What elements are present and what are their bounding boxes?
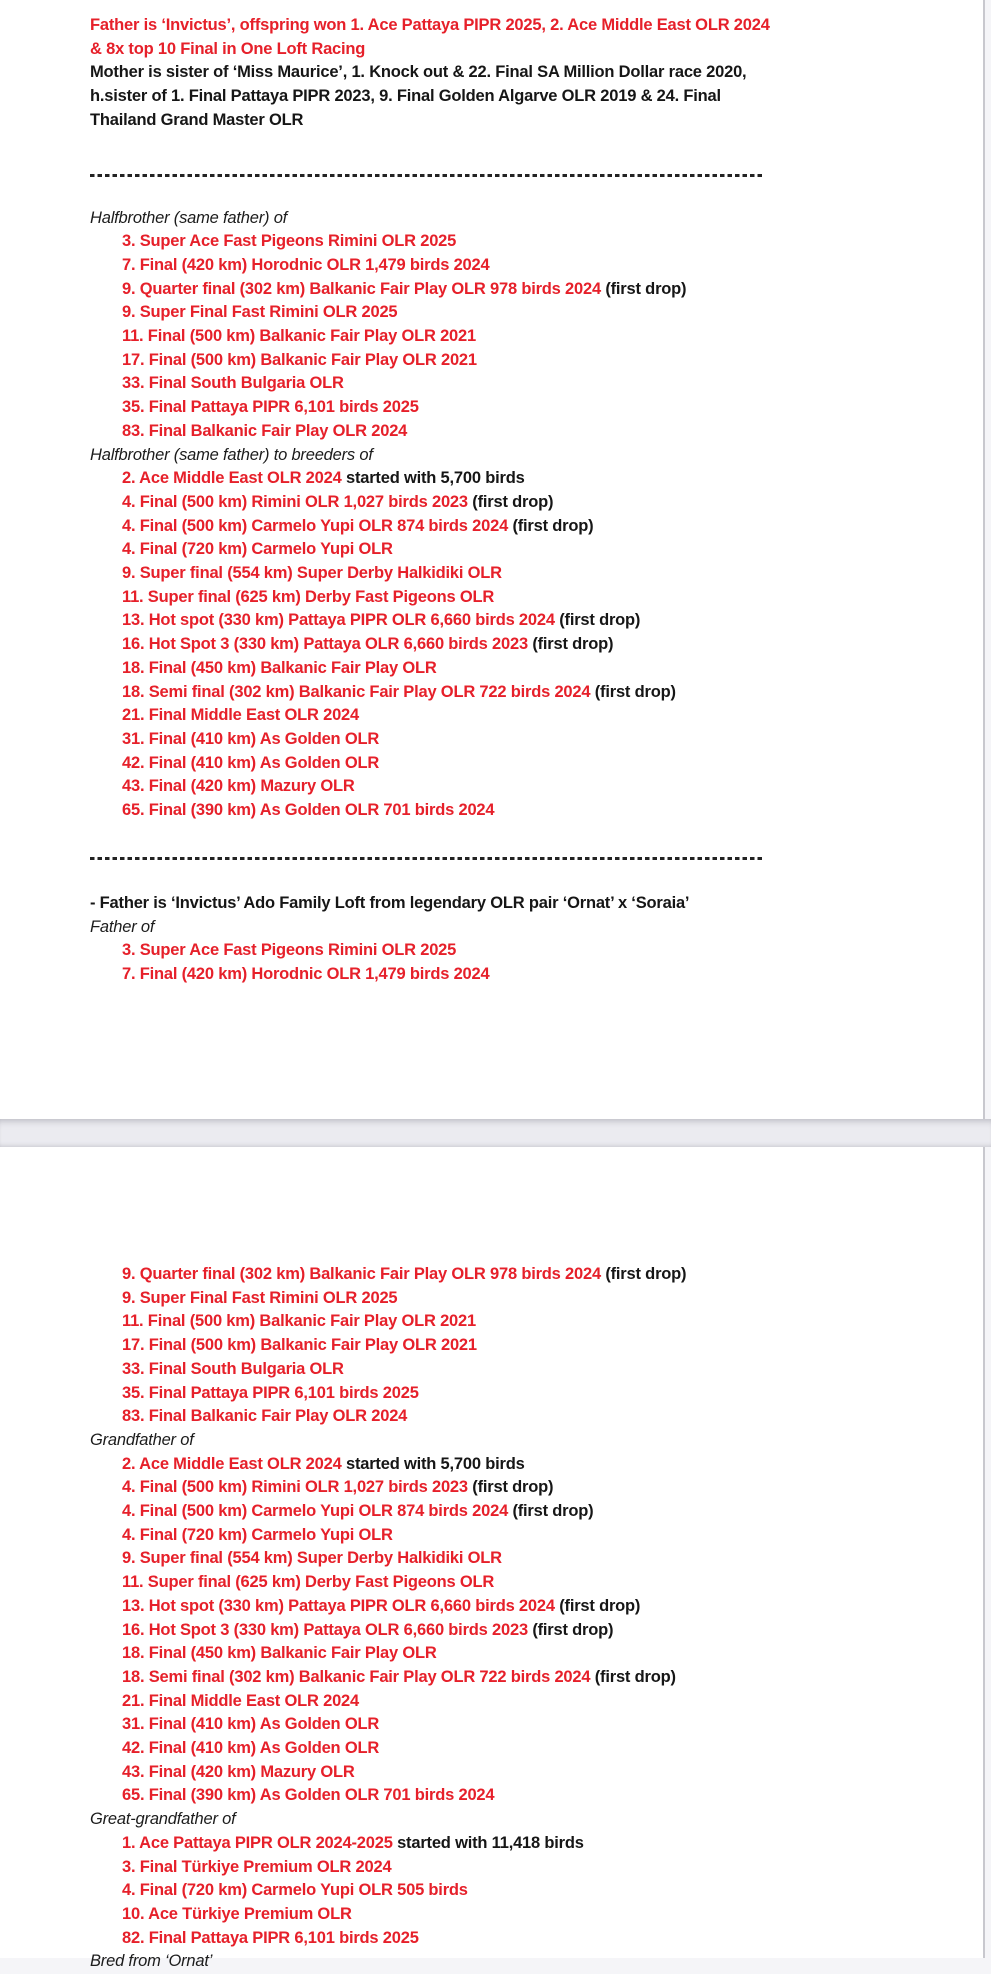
- result-line: [122, 799, 983, 823]
- result-text-red: 18. Semi final (302 km) Balkanic Fair Play OLR 722 birds 2024: [122, 1667, 591, 1686]
- result-text-red: 9. Super final (554 km) Super Derby Halkidiki OLR: [122, 564, 502, 583]
- result-line: [122, 1642, 983, 1666]
- result-line: [122, 420, 983, 444]
- spacer: [90, 133, 983, 174]
- relation-heading: Bred from ‘Ornat’: [90, 1952, 213, 1971]
- result-text-red: 65. Final (390 km) As Golden OLR 701 birds 2024: [122, 1786, 495, 1805]
- result-line: [122, 633, 983, 657]
- result-text-red: 13. Hot spot (330 km) Pattaya PIPR OLR 6,660 birds 2024: [122, 1596, 555, 1615]
- result-line: [122, 1453, 983, 1477]
- result-text-red: 31. Final (410 km) As Golden OLR: [122, 1715, 380, 1734]
- result-text-red: 42. Final (410 km) As Golden OLR: [122, 1739, 380, 1758]
- result-text-black: started with 5,700 birds: [341, 469, 525, 488]
- result-text-red: 9. Quarter final (302 km) Balkanic Fair Play OLR 978 birds 2024: [122, 279, 601, 298]
- result-text-black: (first drop): [467, 492, 554, 511]
- result-line: [122, 1856, 983, 1880]
- pedigree-note-line: h.sister of 1. Final Pattaya PIPR 2023, 9. Final Golden Algarve OLR 2019 & 24. Final: [90, 87, 721, 106]
- result-line: [122, 1927, 983, 1951]
- result-text-red: 65. Final (390 km) As Golden OLR 701 birds 2024: [122, 801, 495, 820]
- result-text-red: 9. Quarter final (302 km) Balkanic Fair Play OLR 978 birds 2024: [122, 1265, 601, 1283]
- result-text-red: 11. Super final (625 km) Derby Fast Pigeons OLR: [122, 1573, 495, 1592]
- result-text-red: 42. Final (410 km) As Golden OLR: [122, 753, 380, 772]
- relation-heading: Father of: [90, 917, 155, 936]
- result-text-red: 7. Final (420 km) Horodnic OLR 1,479 birds 2024: [122, 255, 490, 274]
- relation-heading: Grandfather of: [90, 1430, 194, 1449]
- result-text-red: 4. Final (720 km) Carmelo Yupi OLR 505 birds: [122, 1881, 468, 1900]
- result-text-red: 10. Ace Türkiye Premium OLR: [122, 1904, 352, 1923]
- result-line: [122, 1263, 983, 1287]
- pedigree-note-red-line: & 8x top 10 Final in One Loft Racing: [90, 39, 366, 58]
- result-text-black: (first drop): [527, 635, 614, 654]
- result-text-red: 83. Final Balkanic Fair Play OLR 2024: [122, 1407, 408, 1426]
- pedigree-note-red-line: Father is ‘Invictus’, offspring won 1. Ace Pattaya PIPR 2025, 2. Ace Middle East OLR 2024: [90, 16, 770, 34]
- result-text-red: 18. Semi final (302 km) Balkanic Fair Play OLR 722 birds 2024: [122, 682, 591, 701]
- result-line: [122, 1761, 983, 1785]
- result-text-red: 16. Hot Spot 3 (330 km) Pattaya OLR 6,660 birds 2023: [122, 1620, 528, 1639]
- result-text-red: 4. Final (720 km) Carmelo Yupi OLR: [122, 1525, 393, 1544]
- result-line: [122, 562, 983, 586]
- result-line: [122, 752, 983, 776]
- page-2: [0, 1147, 985, 1971]
- spacer: [90, 177, 983, 207]
- result-text-black: (first drop): [467, 1478, 554, 1497]
- pedigree-note-line: Thailand Grand Master OLR: [90, 110, 304, 129]
- result-text-black: (first drop): [527, 1620, 614, 1639]
- result-line: [122, 1310, 983, 1334]
- result-line: [122, 1476, 983, 1500]
- result-text-red: 43. Final (420 km) Mazury OLR: [122, 1762, 355, 1781]
- result-text-red: 21. Final Middle East OLR 2024: [122, 706, 359, 725]
- result-text-red: 16. Hot Spot 3 (330 km) Pattaya OLR 6,660 birds 2023: [122, 635, 528, 654]
- result-line: [122, 1690, 983, 1714]
- result-line: [122, 1713, 983, 1737]
- result-line: [122, 349, 983, 373]
- result-line: [122, 939, 983, 963]
- relation-heading: Great-grandfather of: [90, 1810, 236, 1829]
- result-line: [122, 1382, 983, 1406]
- result-line: [122, 1784, 983, 1808]
- result-line: [122, 657, 983, 681]
- result-text-red: 33. Final South Bulgaria OLR: [122, 374, 344, 393]
- result-text-red: 11. Final (500 km) Balkanic Fair Play OLR 2021: [122, 327, 476, 346]
- result-text-red: 17. Final (500 km) Balkanic Fair Play OLR 2021: [122, 1336, 477, 1355]
- result-text-red: 4. Final (500 km) Carmelo Yupi OLR 874 birds 2024: [122, 516, 509, 535]
- result-text-red: 9. Super Final Fast Rimini OLR 2025: [122, 1288, 398, 1307]
- result-line: [122, 1524, 983, 1548]
- result-line: [122, 1287, 983, 1311]
- result-line: [122, 491, 983, 515]
- result-line: [122, 1666, 983, 1690]
- result-text-red: 3. Super Ace Fast Pigeons Rimini OLR 2025: [122, 941, 457, 960]
- result-text-red: 18. Final (450 km) Balkanic Fair Play OLR: [122, 658, 437, 677]
- result-text-red: 7. Final (420 km) Horodnic OLR 1,479 birds 2024: [122, 964, 490, 983]
- result-text-black: (first drop): [590, 1667, 676, 1686]
- result-line: [122, 963, 983, 987]
- result-text-red: 21. Final Middle East OLR 2024: [122, 1691, 359, 1710]
- result-line: [122, 254, 983, 278]
- result-text-black: (first drop): [508, 516, 594, 535]
- result-line: [122, 515, 983, 539]
- result-line: [122, 301, 983, 325]
- pedigree-note-line: - Father is ‘Invictus’ Ado Family Loft from legendary OLR pair ‘Ornat’ x ‘Soraia’: [90, 893, 690, 912]
- result-line: [122, 1571, 983, 1595]
- result-text-black: (first drop): [600, 1265, 687, 1283]
- result-line: [122, 681, 983, 705]
- spacer: [90, 823, 983, 857]
- result-text-red: 2. Ace Middle East OLR 2024: [122, 1454, 342, 1473]
- result-text-red: 2. Ace Middle East OLR 2024: [122, 469, 342, 488]
- result-text-red: 35. Final Pattaya PIPR 6,101 birds 2025: [122, 1383, 419, 1402]
- result-text-red: 4. Final (720 km) Carmelo Yupi OLR: [122, 540, 393, 559]
- result-text-red: 3. Super Ace Fast Pigeons Rimini OLR 2025: [122, 232, 457, 251]
- result-line: [122, 230, 983, 254]
- result-text-red: 4. Final (500 km) Rimini OLR 1,027 birds 2023: [122, 1478, 468, 1497]
- result-text-black: (first drop): [600, 279, 687, 298]
- result-line: [122, 1358, 983, 1382]
- result-line: [122, 1334, 983, 1358]
- result-line: [122, 467, 983, 491]
- result-text-black: (first drop): [590, 682, 676, 701]
- result-text-red: 4. Final (500 km) Rimini OLR 1,027 birds 2023: [122, 492, 468, 511]
- result-text-red: 1. Ace Pattaya PIPR OLR 2024-2025: [122, 1833, 393, 1852]
- result-line: [122, 586, 983, 610]
- relation-heading: Halfbrother (same father) of: [90, 208, 288, 227]
- relation-heading: Halfbrother (same father) to breeders of: [90, 445, 373, 464]
- result-text-red: 33. Final South Bulgaria OLR: [122, 1359, 344, 1378]
- result-line: [122, 538, 983, 562]
- result-text-red: 83. Final Balkanic Fair Play OLR 2024: [122, 421, 408, 440]
- result-text-black: (first drop): [554, 611, 641, 630]
- result-text-red: 11. Super final (625 km) Derby Fast Pigeons OLR: [122, 587, 495, 606]
- result-text-red: 82. Final Pattaya PIPR 6,101 birds 2025: [122, 1928, 419, 1947]
- result-text-red: 18. Final (450 km) Balkanic Fair Play OLR: [122, 1644, 437, 1663]
- result-text-red: 31. Final (410 km) As Golden OLR: [122, 729, 380, 748]
- result-text-red: 11. Final (500 km) Balkanic Fair Play OLR 2021: [122, 1312, 476, 1331]
- result-line: [122, 1619, 983, 1643]
- spacer: [90, 860, 983, 892]
- result-line: [122, 325, 983, 349]
- result-line: [122, 278, 983, 302]
- result-line: [122, 1832, 983, 1856]
- result-line: [122, 1903, 983, 1927]
- result-text-red: 9. Super Final Fast Rimini OLR 2025: [122, 303, 398, 322]
- result-line: [122, 1547, 983, 1571]
- result-text-red: 9. Super final (554 km) Super Derby Halkidiki OLR: [122, 1549, 502, 1568]
- result-text-black: started with 11,418 birds: [392, 1833, 584, 1852]
- result-line: [122, 704, 983, 728]
- result-line: [122, 1879, 983, 1903]
- result-text-red: 17. Final (500 km) Balkanic Fair Play OLR 2021: [122, 350, 477, 369]
- result-line: [122, 609, 983, 633]
- result-line: [122, 1500, 983, 1524]
- result-line: [122, 775, 983, 799]
- result-text-black: (first drop): [554, 1596, 641, 1615]
- pedigree-note-line: Mother is sister of ‘Miss Maurice’, 1. Knock out & 22. Final SA Million Dollar race 2020,: [90, 63, 747, 82]
- result-line: [122, 396, 983, 420]
- result-line: [122, 1405, 983, 1429]
- result-text-black: started with 5,700 birds: [341, 1454, 525, 1473]
- result-text-red: 43. Final (420 km) Mazury OLR: [122, 777, 355, 796]
- result-text-red: 13. Hot spot (330 km) Pattaya PIPR OLR 6,660 birds 2024: [122, 611, 555, 630]
- result-line: [122, 372, 983, 396]
- result-text-red: 3. Final Türkiye Premium OLR 2024: [122, 1857, 392, 1876]
- result-line: [122, 1737, 983, 1761]
- result-line: [122, 728, 983, 752]
- result-text-black: (first drop): [508, 1502, 594, 1521]
- result-line: [122, 1595, 983, 1619]
- result-text-red: 35. Final Pattaya PIPR 6,101 birds 2025: [122, 398, 419, 417]
- result-text-red: 4. Final (500 km) Carmelo Yupi OLR 874 birds 2024: [122, 1502, 509, 1521]
- page-break-gap: [0, 1119, 991, 1147]
